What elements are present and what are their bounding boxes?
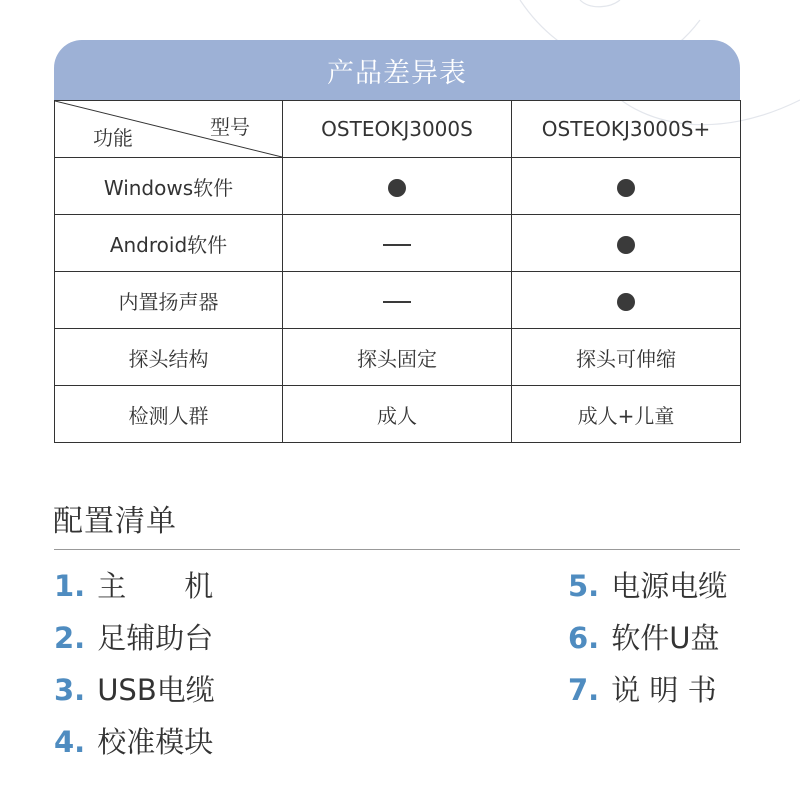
model-label: 型号 [210,115,250,139]
config-item-label: 说 明 书 [611,673,717,707]
table-header-row [55,101,741,158]
value-cell-b [512,272,741,329]
supported-dot-icon [617,179,635,197]
value-cell-a: 成人 [283,386,512,443]
table-row [55,272,741,329]
feature-cell: 检测人群 [55,386,283,443]
config-item [54,616,213,657]
config-item [54,668,215,709]
value-cell-a: 探头固定 [283,329,512,386]
supported-dot-icon [617,236,635,254]
table-row [55,329,741,386]
config-item-label: 主 机 [97,569,214,603]
table-row [55,386,741,443]
product-difference-table [54,40,740,443]
table-row [55,215,741,272]
config-item-label: 足辅助台 [97,621,214,655]
config-item-label: 软件U盘 [611,621,720,655]
config-item-label: 校准模块 [97,725,214,759]
value-cell-b: 探头可伸缩 [512,329,741,386]
table-title: 产品差异表 [54,40,740,100]
config-item-number: 5. [568,569,600,603]
value-cell-a [283,158,512,215]
config-item-label: USB电缆 [97,673,215,707]
value-cell-a [283,272,512,329]
not-supported-dash-icon [383,244,411,246]
config-item-number: 3. [54,673,86,707]
value-cell-b [512,158,741,215]
supported-dot-icon [388,179,406,197]
value-cell-a [283,215,512,272]
config-list-title: 配置清单 [53,504,177,539]
feature-cell: Windows软件 [55,158,283,215]
config-item [54,564,213,605]
feature-cell: 内置扬声器 [55,272,283,329]
config-item-label: 电源电缆 [611,569,728,603]
config-item-number: 2. [54,621,86,655]
config-item [568,616,719,657]
config-item-number: 7. [568,673,600,707]
feature-cell: Android软件 [55,215,283,272]
not-supported-dash-icon [383,301,411,303]
config-item-number: 6. [568,621,600,655]
value-cell-b [512,215,741,272]
model-b-header: OSTEOKJ3000S+ [512,101,741,158]
config-item [568,668,717,709]
spec-table [54,100,741,443]
divider [54,549,740,550]
config-item [568,564,727,605]
supported-dot-icon [617,293,635,311]
config-item-number: 1. [54,569,86,603]
table-row [55,158,741,215]
value-cell-b: 成人+儿童 [512,386,741,443]
feature-cell: 探头结构 [55,329,283,386]
feature-label: 功能 [93,126,133,150]
diagonal-header-cell [55,101,283,158]
config-item [54,720,213,761]
config-item-number: 4. [54,725,86,759]
model-a-header: OSTEOKJ3000S [283,101,512,158]
